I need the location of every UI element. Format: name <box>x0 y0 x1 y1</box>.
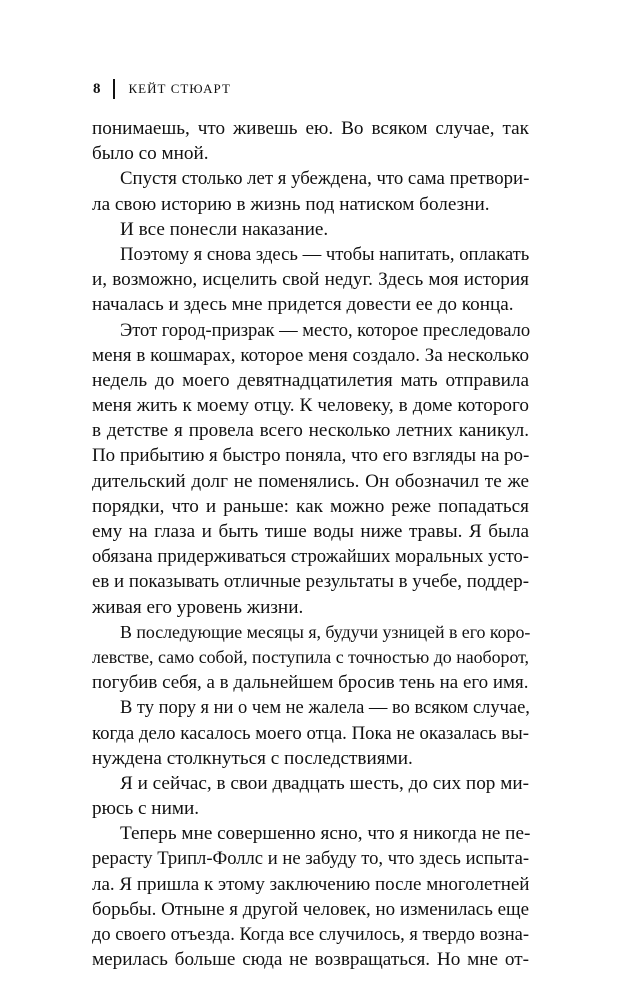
page-number: 8 <box>93 80 101 97</box>
body-text <box>92 116 529 972</box>
text-line: борьбы. Отныне я другой человек, но изменилась еще <box>92 898 530 920</box>
text-line: обязана придерживаться строжайших моральных усто- <box>92 546 529 568</box>
text-line: ему на глаза и быть тише воды ниже травы. Я была <box>92 521 529 542</box>
text-line: По прибытию я быстро поняла, что его взгляды на ро- <box>92 445 530 467</box>
text-line: Спустя столько лет я убеждена, что сама претвори- <box>120 168 530 190</box>
header-divider <box>113 79 115 99</box>
text-line: и, возможно, исцелить свой недуг. Здесь моя история <box>92 269 529 291</box>
text-line: ев и показывать отличные результаты в учебе, поддер- <box>92 571 529 593</box>
text-line: Теперь мне совершенно ясно, что я никогда не пе- <box>120 823 531 845</box>
text-line: левстве, само собой, поступила с точностью до наоборот, <box>92 646 529 667</box>
text-line: до своего отъезда. Когда все случилось, я твердо возна- <box>92 924 529 945</box>
text-line: когда дело касалось моего отца. Пока не оказалась вы- <box>92 722 529 744</box>
running-header-author: КЕЙТ СТЮАРТ <box>128 81 231 96</box>
text-line: понимаешь, что живешь ею. Во всяком случае, так <box>92 118 529 139</box>
text-line: нуждена столкнуться с последствиями. <box>92 747 413 769</box>
text-line: порядки, что и раньше: как можно реже попадаться <box>92 495 529 517</box>
text-line: ла свою историю в жизнь под натиском болезни. <box>92 193 490 215</box>
text-line: в детстве я провела всего несколько летних каникул. <box>92 420 529 442</box>
text-line: рюсь с ними. <box>92 798 200 820</box>
text-line: В последующие месяцы я, будучи узницей в его коро- <box>120 621 531 642</box>
text-line: меня жить к моему отцу. К человеку, в доме которого <box>92 395 529 417</box>
text-line: И все понесли наказание. <box>120 218 329 240</box>
text-line: живая его уровень жизни. <box>92 596 304 618</box>
running-header <box>93 78 231 100</box>
text-line: Поэтому я снова здесь — чтобы напитать, оплакать <box>120 243 530 265</box>
text-line: Я и сейчас, в свои двадцать шесть, до сих пор ми- <box>120 772 529 794</box>
text-line: было со мной. <box>92 143 209 165</box>
text-line: ла. Я пришла к этому заключению после многолетней <box>92 873 530 895</box>
text-line: дительский долг не поменялись. Он обозначил те же <box>92 470 529 492</box>
text-line: меня в кошмарах, которое меня создало. За несколько <box>92 344 529 366</box>
text-line: погубив себя, а в дальнейшем бросив тень на его имя. <box>92 672 529 694</box>
text-line: мерилась больше сюда не возвращаться. Но мне от- <box>92 949 529 971</box>
text-line: В ту пору я ни о чем не жалела — во всяком случае, <box>120 697 530 719</box>
text-line: началась и здесь мне придется довести ее до конца. <box>92 294 514 316</box>
text-line: Этот город-призрак — место, которое преследовало <box>120 319 531 341</box>
text-line: недель до моего девятнадцатилетия мать отправила <box>92 369 529 391</box>
text-line: рерасту Трипл-Фоллс и не забуду то, что здесь испыта- <box>92 848 529 870</box>
